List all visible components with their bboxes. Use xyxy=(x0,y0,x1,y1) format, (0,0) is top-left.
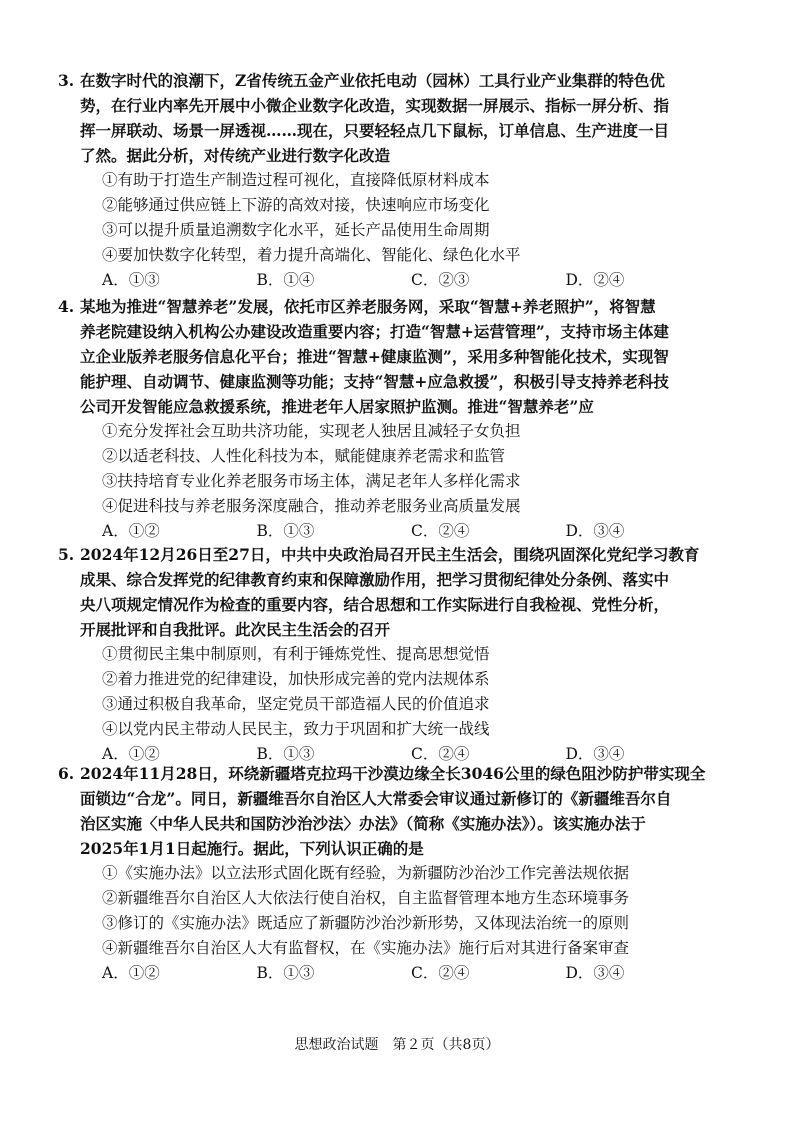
stem-line: 能护理、自动调节、健康监测等功能；支持“智慧+应急救援”，积极引导支持养老科技 xyxy=(80,372,669,391)
statement-3: ③修订的《实施办法》既适应了新疆防沙治沙新形势，又体现法治统一的原则 xyxy=(102,914,630,932)
statement-4: ④要加快数字化转型，着力提升高端化、智能化、绿色化水平 xyxy=(102,246,521,264)
statement-2: ②着力推进党的纪律建设，加快形成完善的党内法规体系 xyxy=(102,670,490,688)
stem-line: 养老院建设纳入机构公办建设改造重要内容；打造“智慧+运营管理”，支持市场主体建 xyxy=(80,322,669,341)
statement-1: ①充分发挥社会互助共济功能，实现老人独居且减轻子女负担 xyxy=(102,422,521,440)
choice-a: A．①② xyxy=(102,745,160,763)
choice-b: B．①③ xyxy=(256,964,315,982)
stem-line: 央八项规定情况作为检查的重要内容，结合思想和工作实际进行自我检视、党性分析， xyxy=(80,595,670,614)
statement-2: ②能够通过供应链上下游的高效对接，快速响应市场变化 xyxy=(102,196,490,214)
question-stem xyxy=(58,542,720,642)
choice-a: A．①② xyxy=(102,522,160,540)
statement-1: ①贯彻民主集中制原则，有利于锤炼党性、提高思想觉悟 xyxy=(102,645,490,663)
stem-line: 了然。据此分析，对传统产业进行数字化改造 xyxy=(80,146,391,165)
stem-line: 立企业版养老服务信息化平台；推进“智慧+健康监测”，采用多种智能化技术，实现智 xyxy=(80,347,669,366)
stem-line: 势，在行业内率先开展中小微企业数字化改造，实现数据一屏展示、指标一屏分析、指 xyxy=(80,96,670,115)
page-footer: 思想政治试题 第２页（共8页） xyxy=(294,1037,500,1053)
statement-3: ③扶持培育专业化养老服务市场主体，满足老年人多样化需求 xyxy=(102,472,521,490)
choice-c: C．②③ xyxy=(411,271,470,289)
choice-d: D．③④ xyxy=(565,745,625,763)
stem-line: 开展批评和自我批评。此次民主生活会的召开 xyxy=(80,620,391,639)
choice-c: C．②④ xyxy=(411,522,470,540)
choice-b: B．①④ xyxy=(256,271,315,289)
question-number: 6. xyxy=(58,764,75,783)
stem-line: 某地为推进“智慧养老”发展，依托市区养老服务网，采取“智慧+养老照护”，将智慧 xyxy=(80,297,656,316)
stem-line: 面锁边“合龙”。同日，新疆维吾尔自治区人大常委会审议通过新修订的《新疆维吾尔自 xyxy=(80,789,672,808)
statement-3: ③通过积极自我革命，坚定党员干部造福人民的价值追求 xyxy=(102,695,490,713)
statement-2: ②新疆维吾尔自治区人大依法行使自治权，自主监督管理本地方生态环境事务 xyxy=(102,889,630,907)
statement-4: ④促进科技与养老服务深度融合，推动养老服务业高质量发展 xyxy=(102,497,521,515)
stem-line: 2024年12月26日至27日，中共中央政治局召开民主生活会，围绕巩固深化党纪学习教育 xyxy=(80,545,700,564)
question-6 xyxy=(58,761,720,986)
stem-line: 2025年1月1日起施行。据此，下列认识正确的是 xyxy=(80,839,424,858)
choice-b: B．①③ xyxy=(256,522,315,540)
statement-3: ③可以提升质量追溯数字化水平，延长产品使用生命周期 xyxy=(102,221,490,239)
question-stem xyxy=(58,761,720,861)
choice-b: B．①③ xyxy=(256,745,315,763)
question-5 xyxy=(58,542,720,767)
statement-1: ①有助于打造生产制造过程可视化，直接降低原材料成本 xyxy=(102,171,490,189)
choice-a: A．①③ xyxy=(102,271,160,289)
question-number: 4. xyxy=(58,297,75,316)
question-stem xyxy=(58,68,720,168)
question-3 xyxy=(58,68,720,293)
stem-line: 在数字时代的浪潮下，Z省传统五金产业依托电动（园林）工具行业产业集群的特色优 xyxy=(80,71,665,90)
question-4 xyxy=(58,294,720,544)
answer-choices xyxy=(80,268,720,293)
statement-4: ④新疆维吾尔自治区人大有监督权，在《实施办法》施行后对其进行备案审查 xyxy=(102,939,630,957)
stem-line: 成果、综合发挥党的纪律教育约束和保障激励作用，把学习贯彻纪律处分条例、落实中 xyxy=(80,570,670,589)
choice-d: D．③④ xyxy=(565,522,625,540)
statement-2: ②以适老科技、人性化科技为本，赋能健康养老需求和监管 xyxy=(102,447,506,465)
question-number: 5. xyxy=(58,545,75,564)
choice-d: D．②④ xyxy=(565,271,625,289)
stem-line: 公司开发智能应急救援系统，推进老年人居家照护监测。推进“智慧养老”应 xyxy=(80,397,594,416)
choice-a: A．①② xyxy=(102,964,160,982)
stem-line: 2024年11月28日，环绕新疆塔克拉玛干沙漠边缘全长3046公里的绿色阻沙防护带实现全 xyxy=(80,764,706,783)
stem-line: 挥一屏联动、场景一屏透视……现在，只要轻轻点几下鼠标，订单信息、生产进度一目 xyxy=(80,121,670,140)
statement-4: ④以党内民主带动人民民主，致力于巩固和扩大统一战线 xyxy=(102,720,490,738)
answer-choices xyxy=(80,519,720,544)
choice-c: C．②④ xyxy=(411,745,470,763)
choice-d: D．③④ xyxy=(565,964,625,982)
stem-line: 治区实施〈中华人民共和国防沙治沙法〉办法》（简称《实施办法》）。该实施办法于 xyxy=(80,814,646,833)
question-stem xyxy=(58,294,720,419)
answer-choices xyxy=(80,961,720,986)
statement-1: ①《实施办法》以立法形式固化既有经验，为新疆防沙治沙工作完善法规依据 xyxy=(102,864,630,882)
choice-c: C．②④ xyxy=(411,964,470,982)
question-number: 3. xyxy=(58,71,75,90)
